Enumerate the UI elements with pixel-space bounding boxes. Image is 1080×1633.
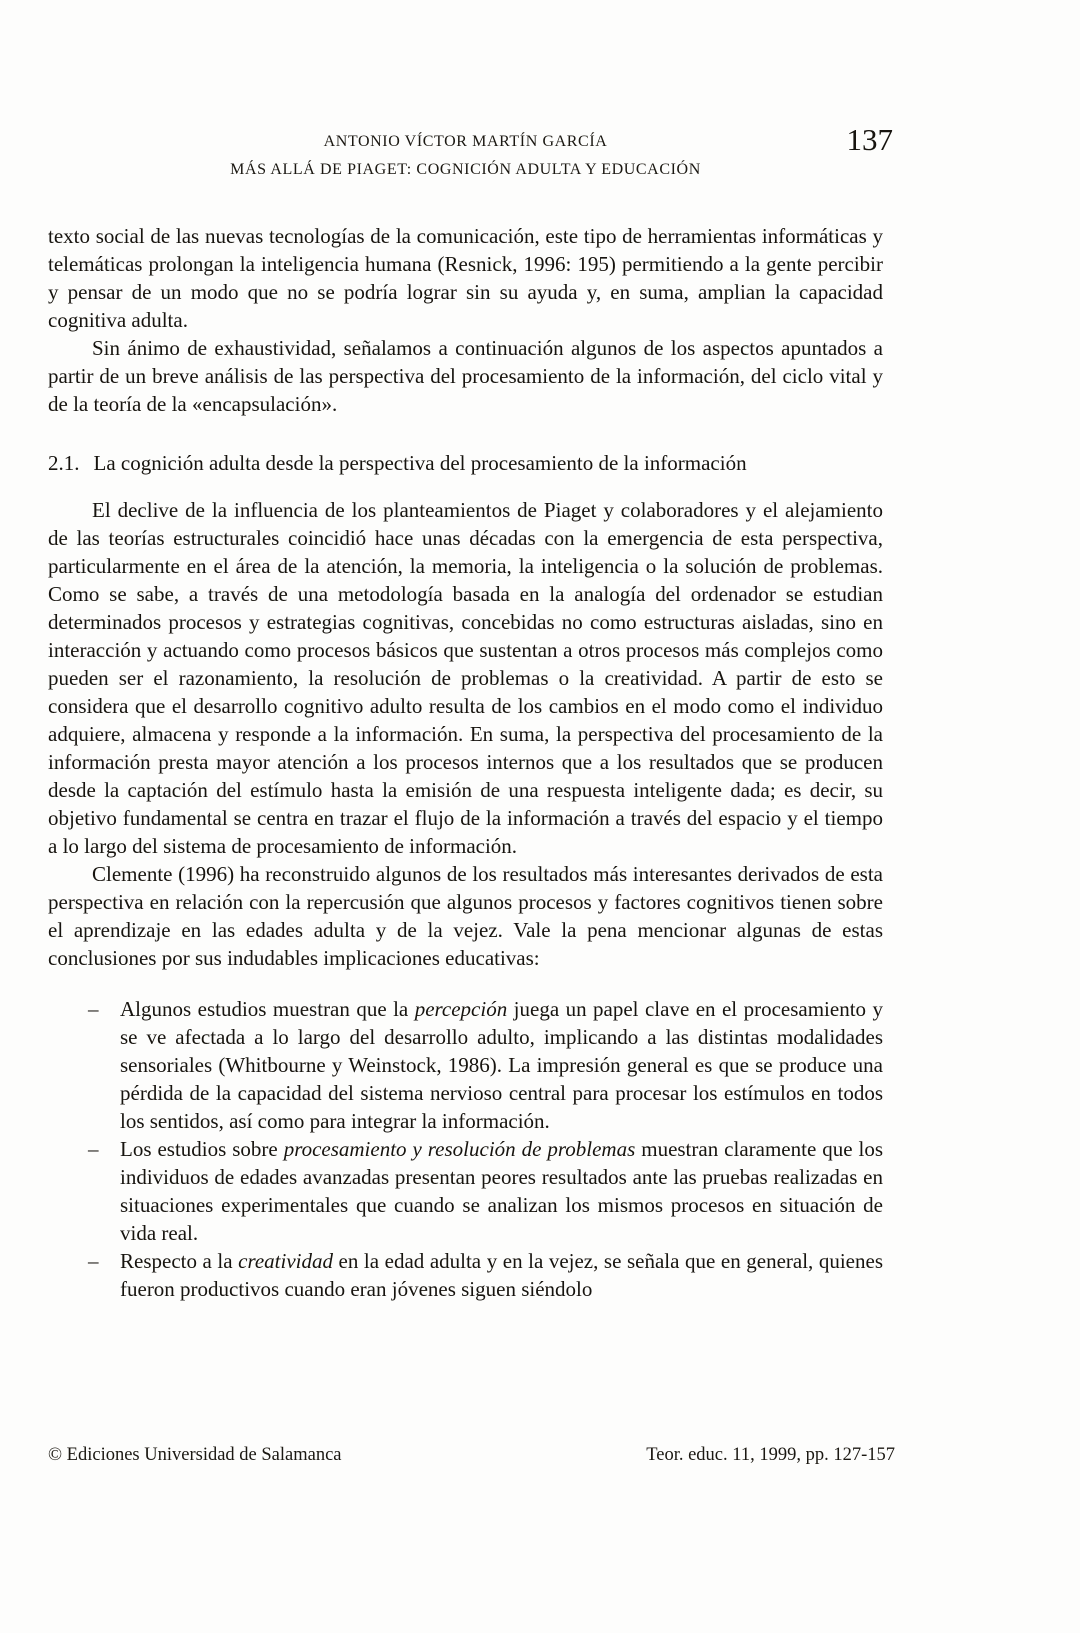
paragraph: texto social de las nuevas tecnologías de la comunicación, este tipo de herramientas informáticas y telemáticas prolongan la inteligencia humana (Resnick, 1996: 195) permitiendo a la gente percibir y pensar de un modo que no se podría lograr sin su ayuda y, en suma, amplian la capacidad cognitiva adulta. bbox=[48, 224, 883, 332]
emphasized-term: percepción bbox=[414, 997, 508, 1021]
paragraph-group-top bbox=[48, 222, 883, 418]
dash-bullet: – bbox=[88, 997, 99, 1021]
list-item-text bbox=[120, 1135, 883, 1247]
text-segment: en la edad adulta y en la vejez, se señala que en general, quienes fueron productivos cuando eran jóvenes siguen siéndolo bbox=[120, 1249, 884, 1301]
text-segment: muestran claramente que los individuos de edades avanzadas presentan peores resultados ante las pruebas realizadas en situaciones experimentales que cuando se analizan los mismos procesos en situación de vida real. bbox=[120, 1137, 883, 1245]
dash-bullet: – bbox=[88, 1137, 99, 1161]
section-number: 2.1. bbox=[48, 451, 80, 475]
paragraph-group-main bbox=[48, 496, 883, 972]
paragraph: Clemente (1996) ha reconstruido algunos de los resultados más interesantes derivados de esta perspectiva en relación con la repercusión que algunos procesos y factores cognitivos tienen sobre el aprendizaje en las edades adulta y de la vejez. Vale la pena mencionar algunas de estas conclusiones por sus indudables implicaciones educativas: bbox=[48, 862, 883, 970]
list-item-text bbox=[120, 995, 883, 1135]
dash-bullet: – bbox=[88, 1249, 99, 1273]
section-heading bbox=[48, 449, 883, 477]
page-number: 137 bbox=[846, 122, 893, 157]
header-article-title: MÁS ALLÁ DE PIAGET: COGNICIÓN ADULTA Y EDUCACIÓN bbox=[230, 161, 701, 178]
paragraph: El declive de la influencia de los planteamientos de Piaget y colaboradores y el alejamiento de las teorías estructurales coincidió hace unas décadas con la emergencia de esta perspectiva, particularmente en el área de la atención, la memoria, la inteligencia o la solución de problemas. Como se sabe, a través de una metodología basada en la analogía del ordenador se estudian determinados procesos y estrategias cognitivas, concebidas no como estructuras aisladas, sino en interacción y actuando como procesos básicos que sustentan a otros procesos más complejos como pueden ser el razonamiento, la resolución de problemas o la creatividad. A partir de esto se considera que el desarrollo cognitivo adulto resulta de los cambios en el modo como el individuo adquiere, almacena y responde a la información. En suma, la perspectiva del procesamiento de la información presta mayor atención a los procesos internos que a los resultados que se producen desde la captación del estímulo hasta la emisión de una respuesta inteligente dada; es decir, su objetivo fundamental se centra en trazar el flujo de la información a través del espacio y el tiempo a lo largo del sistema de procesamiento de información. bbox=[48, 498, 883, 858]
article-body bbox=[48, 222, 883, 1303]
bullet-list bbox=[48, 995, 883, 1303]
text-segment: Respecto a la bbox=[120, 1249, 239, 1273]
footer-copyright: © Ediciones Universidad de Salamanca bbox=[48, 1445, 342, 1465]
page-footer bbox=[48, 1442, 895, 1468]
list-item bbox=[48, 995, 883, 1135]
text-segment: juega un papel clave en el procesamiento y se ve afectada a lo largo del desarrollo adulto, implicando a las distintas modalidades sensoriales (Whitbourne y Weinstock, 1986). La impresión general es que se produce una pérdida de la capacidad del sistema nervioso central para procesar los estímulos en todos los sentidos, así como para integrar la información. bbox=[120, 997, 883, 1133]
paragraph: Sin ánimo de exhaustividad, señalamos a continuación algunos de los aspectos apuntados a partir de un breve análisis de las perspectiva del procesamiento de la información, del ciclo vital y de la teoría de la «encapsulación». bbox=[48, 336, 883, 416]
footer-journal-ref: Teor. educ. 11, 1999, pp. 127-157 bbox=[646, 1445, 895, 1465]
list-item-text bbox=[120, 1247, 883, 1303]
text-segment: Los estudios sobre bbox=[120, 1137, 284, 1161]
list-item bbox=[48, 1247, 883, 1303]
section-title: La cognición adulta desde la perspectiva del procesamiento de la información bbox=[93, 451, 747, 475]
emphasized-term: creatividad bbox=[238, 1249, 333, 1273]
header-author: ANTONIO VÍCTOR MARTÍN GARCÍA bbox=[323, 133, 608, 150]
text-segment: Algunos estudios muestran que la bbox=[120, 997, 415, 1021]
list-item bbox=[48, 1135, 883, 1247]
emphasized-term: procesamiento y resolución de problemas bbox=[283, 1137, 636, 1161]
